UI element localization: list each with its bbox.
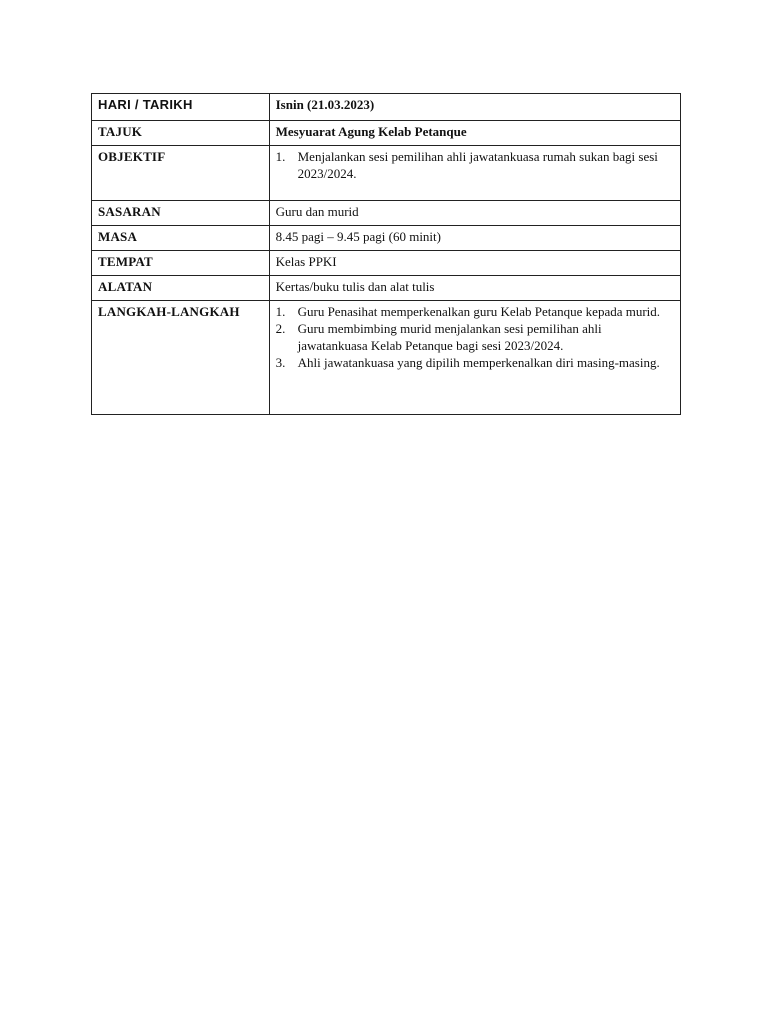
label-masa: MASA: [92, 226, 270, 251]
label-tajuk: TAJUK: [92, 121, 270, 146]
objektif-item: [275, 148, 674, 182]
value-hari-tarikh: Isnin (21.03.2023): [269, 94, 680, 121]
list-number: 1.: [275, 304, 286, 319]
list-text: Menjalankan sesi pemilihan ahli jawatankuasa rumah sukan bagi sesi 2023/2024.: [297, 149, 658, 181]
list-text: Ahli jawatankuasa yang dipilih memperkenalkan diri masing-masing.: [297, 355, 660, 370]
langkah-list: [276, 303, 674, 371]
label-alatan: ALATAN: [92, 276, 270, 301]
row-objektif: [92, 146, 681, 201]
list-text: Guru Penasihat memperkenalkan guru Kelab Petanque kepada murid.: [297, 304, 661, 319]
lesson-plan-table: [91, 93, 681, 415]
row-masa: [92, 226, 681, 251]
value-tempat: Kelas PPKI: [269, 251, 680, 276]
value-alatan: Kertas/buku tulis dan alat tulis: [269, 276, 680, 301]
objektif-list: [276, 148, 674, 182]
list-text: Guru membimbing murid menjalankan sesi pemilihan ahli jawatankuasa Kelab Petanque bagi sesi 2023/2024.: [297, 321, 602, 353]
row-hari-tarikh: [92, 94, 681, 121]
label-tempat: TEMPAT: [92, 251, 270, 276]
langkah-item: [275, 354, 674, 371]
list-number: 2.: [275, 321, 286, 336]
label-sasaran: SASARAN: [92, 201, 270, 226]
row-alatan: [92, 276, 681, 301]
value-sasaran: Guru dan murid: [269, 201, 680, 226]
list-number: 3.: [275, 355, 286, 370]
label-hari-tarikh: HARI / TARIKH: [92, 94, 270, 121]
row-langkah-langkah: [92, 301, 681, 415]
value-masa: 8.45 pagi – 9.45 pagi (60 minit): [269, 226, 680, 251]
value-objektif: [269, 146, 680, 201]
row-tajuk: [92, 121, 681, 146]
label-objektif: OBJEKTIF: [92, 146, 270, 201]
label-langkah-langkah: LANGKAH-LANGKAH: [92, 301, 270, 415]
row-tempat: [92, 251, 681, 276]
langkah-item: [275, 320, 674, 354]
row-sasaran: [92, 201, 681, 226]
value-langkah-langkah: [269, 301, 680, 415]
langkah-item: [275, 303, 674, 320]
value-tajuk: Mesyuarat Agung Kelab Petanque: [269, 121, 680, 146]
list-number: 1.: [275, 149, 286, 164]
